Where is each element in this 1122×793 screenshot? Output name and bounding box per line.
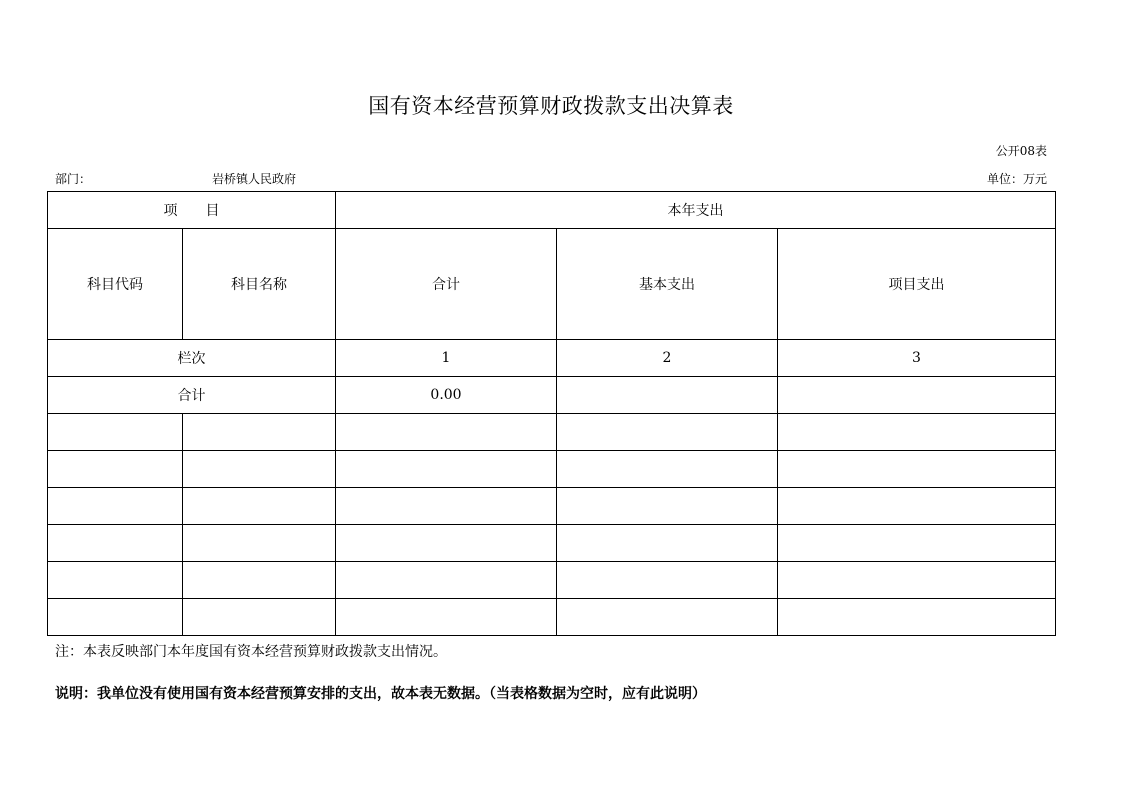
table-cell — [557, 562, 778, 599]
table-cell — [48, 488, 183, 525]
table-subheader-row — [48, 229, 1056, 340]
sequence-3: 3 — [778, 340, 1056, 377]
project-expenditure-header: 项目支出 — [778, 229, 1056, 340]
table-cell — [336, 562, 557, 599]
table-row — [48, 562, 1056, 599]
total-row — [48, 377, 1056, 414]
table-cell — [48, 599, 183, 636]
table-cell — [778, 525, 1056, 562]
table-cell — [557, 525, 778, 562]
table-cell — [183, 525, 336, 562]
table-cell — [183, 451, 336, 488]
unit-label: 单位：万元 — [986, 172, 1047, 186]
column-sequence-row — [48, 340, 1056, 377]
table-row — [48, 414, 1056, 451]
total-row-basic — [557, 377, 778, 414]
total-row-project — [778, 377, 1056, 414]
sequence-1: 1 — [336, 340, 557, 377]
table-cell — [48, 451, 183, 488]
table-cell — [557, 488, 778, 525]
page-title: 国有资本经营预算财政拨款支出决算表 — [368, 94, 734, 118]
table-cell — [778, 562, 1056, 599]
department-value: 岩桥镇人民政府 — [212, 172, 297, 186]
subject-code-header: 科目代码 — [48, 229, 183, 340]
table-row — [48, 451, 1056, 488]
table-cell — [778, 414, 1056, 451]
year-expenditure-header: 本年支出 — [336, 192, 1056, 229]
department-label: 部门： — [55, 172, 92, 186]
table-row — [48, 525, 1056, 562]
table-cell — [778, 599, 1056, 636]
table-cell — [48, 525, 183, 562]
total-row-value: 0.00 — [336, 377, 557, 414]
form-number: 公开08表 — [995, 144, 1047, 158]
sequence-2: 2 — [557, 340, 778, 377]
table-row — [48, 599, 1056, 636]
table-cell — [557, 414, 778, 451]
table-note: 注：本表反映部门本年度国有资本经营预算财政拨款支出情况。 — [55, 644, 447, 660]
table-cell — [183, 599, 336, 636]
table-cell — [183, 488, 336, 525]
item-header: 项 目 — [48, 192, 336, 229]
table-cell — [336, 451, 557, 488]
sequence-label: 栏次 — [48, 340, 336, 377]
total-header: 合计 — [336, 229, 557, 340]
expenditure-table — [47, 191, 1056, 636]
table-cell — [557, 451, 778, 488]
subject-name-header: 科目名称 — [183, 229, 336, 340]
table-cell — [778, 451, 1056, 488]
basic-expenditure-header: 基本支出 — [557, 229, 778, 340]
explanation-text: 说明：我单位没有使用国有资本经营预算安排的支出，故本表无数据。（当表格数据为空时，应有此说明） — [55, 686, 706, 702]
table-cell — [183, 562, 336, 599]
table-cell — [336, 414, 557, 451]
table-cell — [48, 562, 183, 599]
total-row-label: 合计 — [48, 377, 336, 414]
table-row — [48, 488, 1056, 525]
table-cell — [336, 488, 557, 525]
table-cell — [183, 414, 336, 451]
table-cell — [336, 525, 557, 562]
table-cell — [557, 599, 778, 636]
table-cell — [336, 599, 557, 636]
table-header-row — [48, 192, 1056, 229]
table-cell — [48, 414, 183, 451]
table-cell — [778, 488, 1056, 525]
